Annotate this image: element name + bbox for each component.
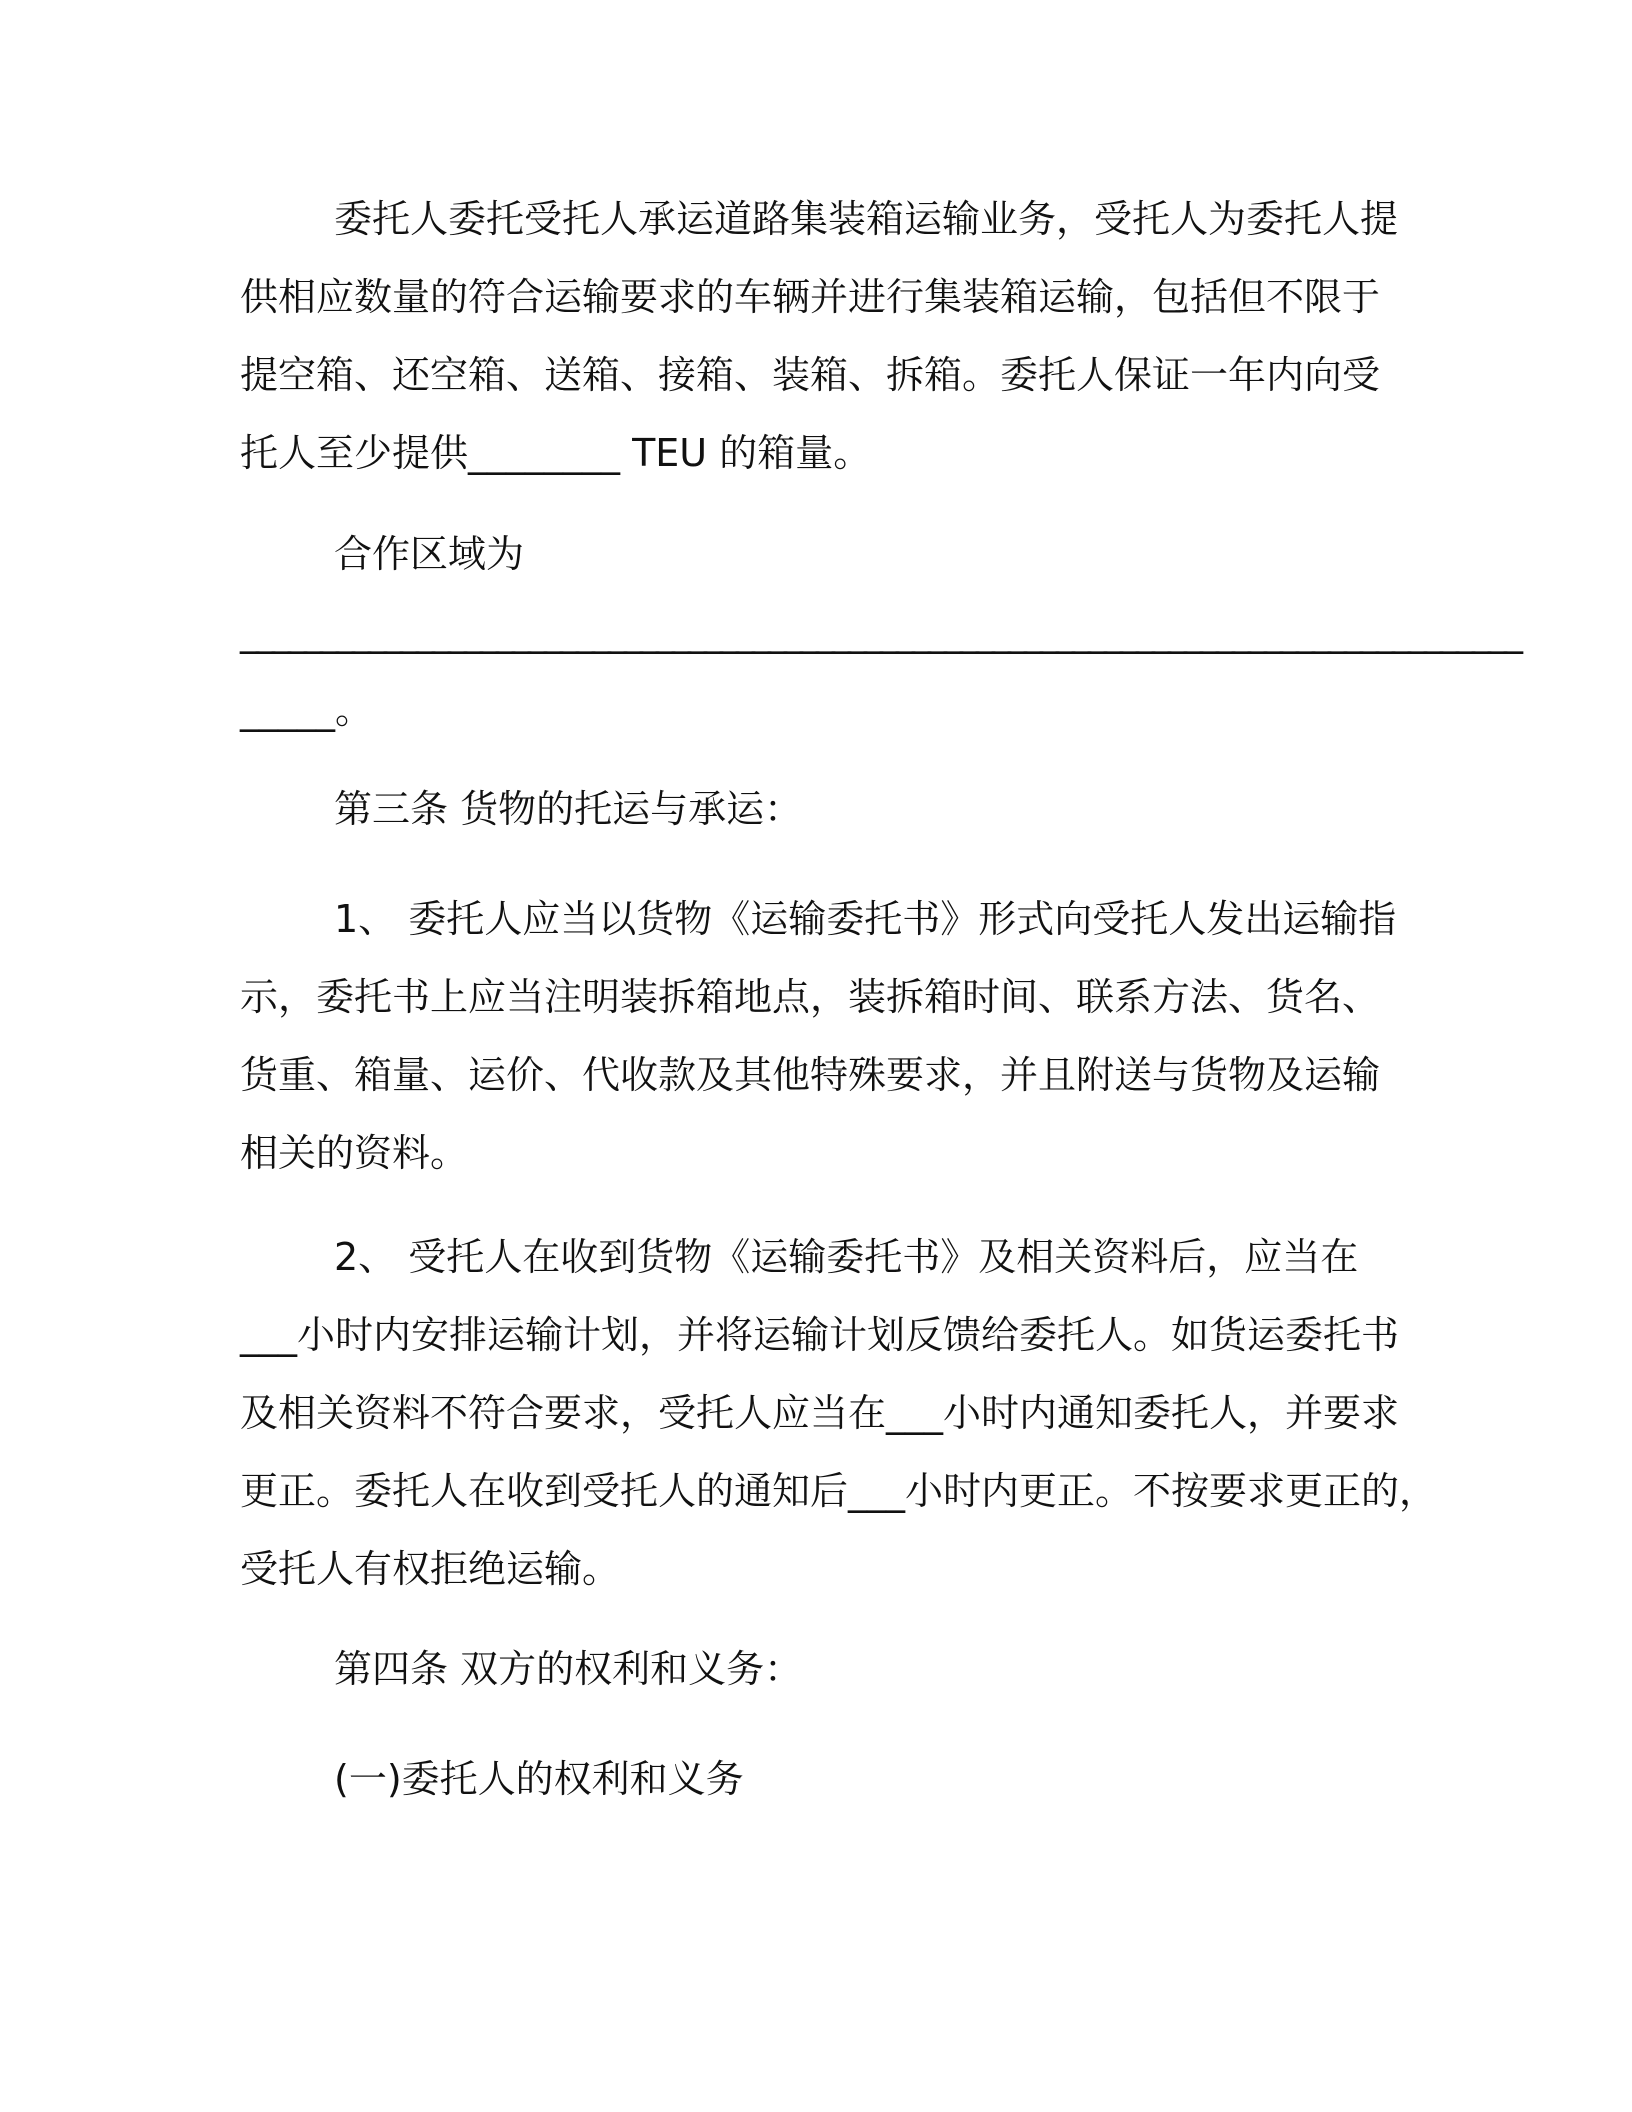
paragraph-clause-2 bbox=[240, 1218, 1438, 1608]
section-1-heading bbox=[240, 1740, 1420, 1818]
text-line: 委托人委托受托人承运道路集装箱运输业务，受托人为委托人提 bbox=[334, 197, 1399, 241]
text-line: 合作区域为 bbox=[334, 532, 525, 576]
text-line: 托人至少提供________ TEU 的箱量。 bbox=[240, 431, 872, 475]
text-line: 1、 委托人应当以货物《运输委托书》形式向受托人发出运输指 bbox=[334, 897, 1397, 941]
text-line: 示，委托书上应当注明装拆箱地点，装拆箱时间、联系方法、货名、 bbox=[240, 975, 1381, 1019]
text-line: 受托人有权拒绝运输。 bbox=[240, 1547, 621, 1591]
article-4-heading bbox=[240, 1630, 1420, 1708]
text-line: 提空箱、还空箱、送箱、接箱、装箱、拆箱。委托人保证一年内向受 bbox=[240, 353, 1381, 397]
paragraph-cooperation-area bbox=[240, 515, 1520, 749]
paragraph-clause-1 bbox=[240, 880, 1420, 1192]
text-line: (一)委托人的权利和义务 bbox=[334, 1757, 744, 1801]
text-line: 更正。委托人在收到受托人的通知后___小时内更正。不按要求更正的， bbox=[240, 1469, 1438, 1513]
text-line: 及相关资料不符合要求，受托人应当在___小时内通知委托人，并要求 bbox=[240, 1391, 1400, 1435]
text-line: 货重、箱量、运价、代收款及其他特殊要求，并且附送与货物及运输 bbox=[240, 1053, 1381, 1097]
article-3-heading bbox=[240, 770, 1420, 848]
text-line: 第三条 货物的托运与承运： bbox=[334, 787, 803, 831]
text-line: 第四条 双方的权利和义务： bbox=[334, 1647, 803, 1691]
paragraph-service-scope bbox=[240, 180, 1420, 492]
text-line: 2、 受托人在收到货物《运输委托书》及相关资料后，应当在 bbox=[334, 1235, 1359, 1279]
text-line: 相关的资料。 bbox=[240, 1131, 469, 1175]
text-line: ___小时内安排运输计划，并将运输计划反馈给委托人。如货运委托书 bbox=[240, 1313, 1400, 1357]
text-line: 供相应数量的符合运输要求的车辆并进行集装箱运输，包括但不限于 bbox=[240, 275, 1381, 319]
blank-fill-line: ________________________________________________________________________________ bbox=[240, 610, 1520, 654]
text-line: _____。 bbox=[240, 688, 374, 732]
